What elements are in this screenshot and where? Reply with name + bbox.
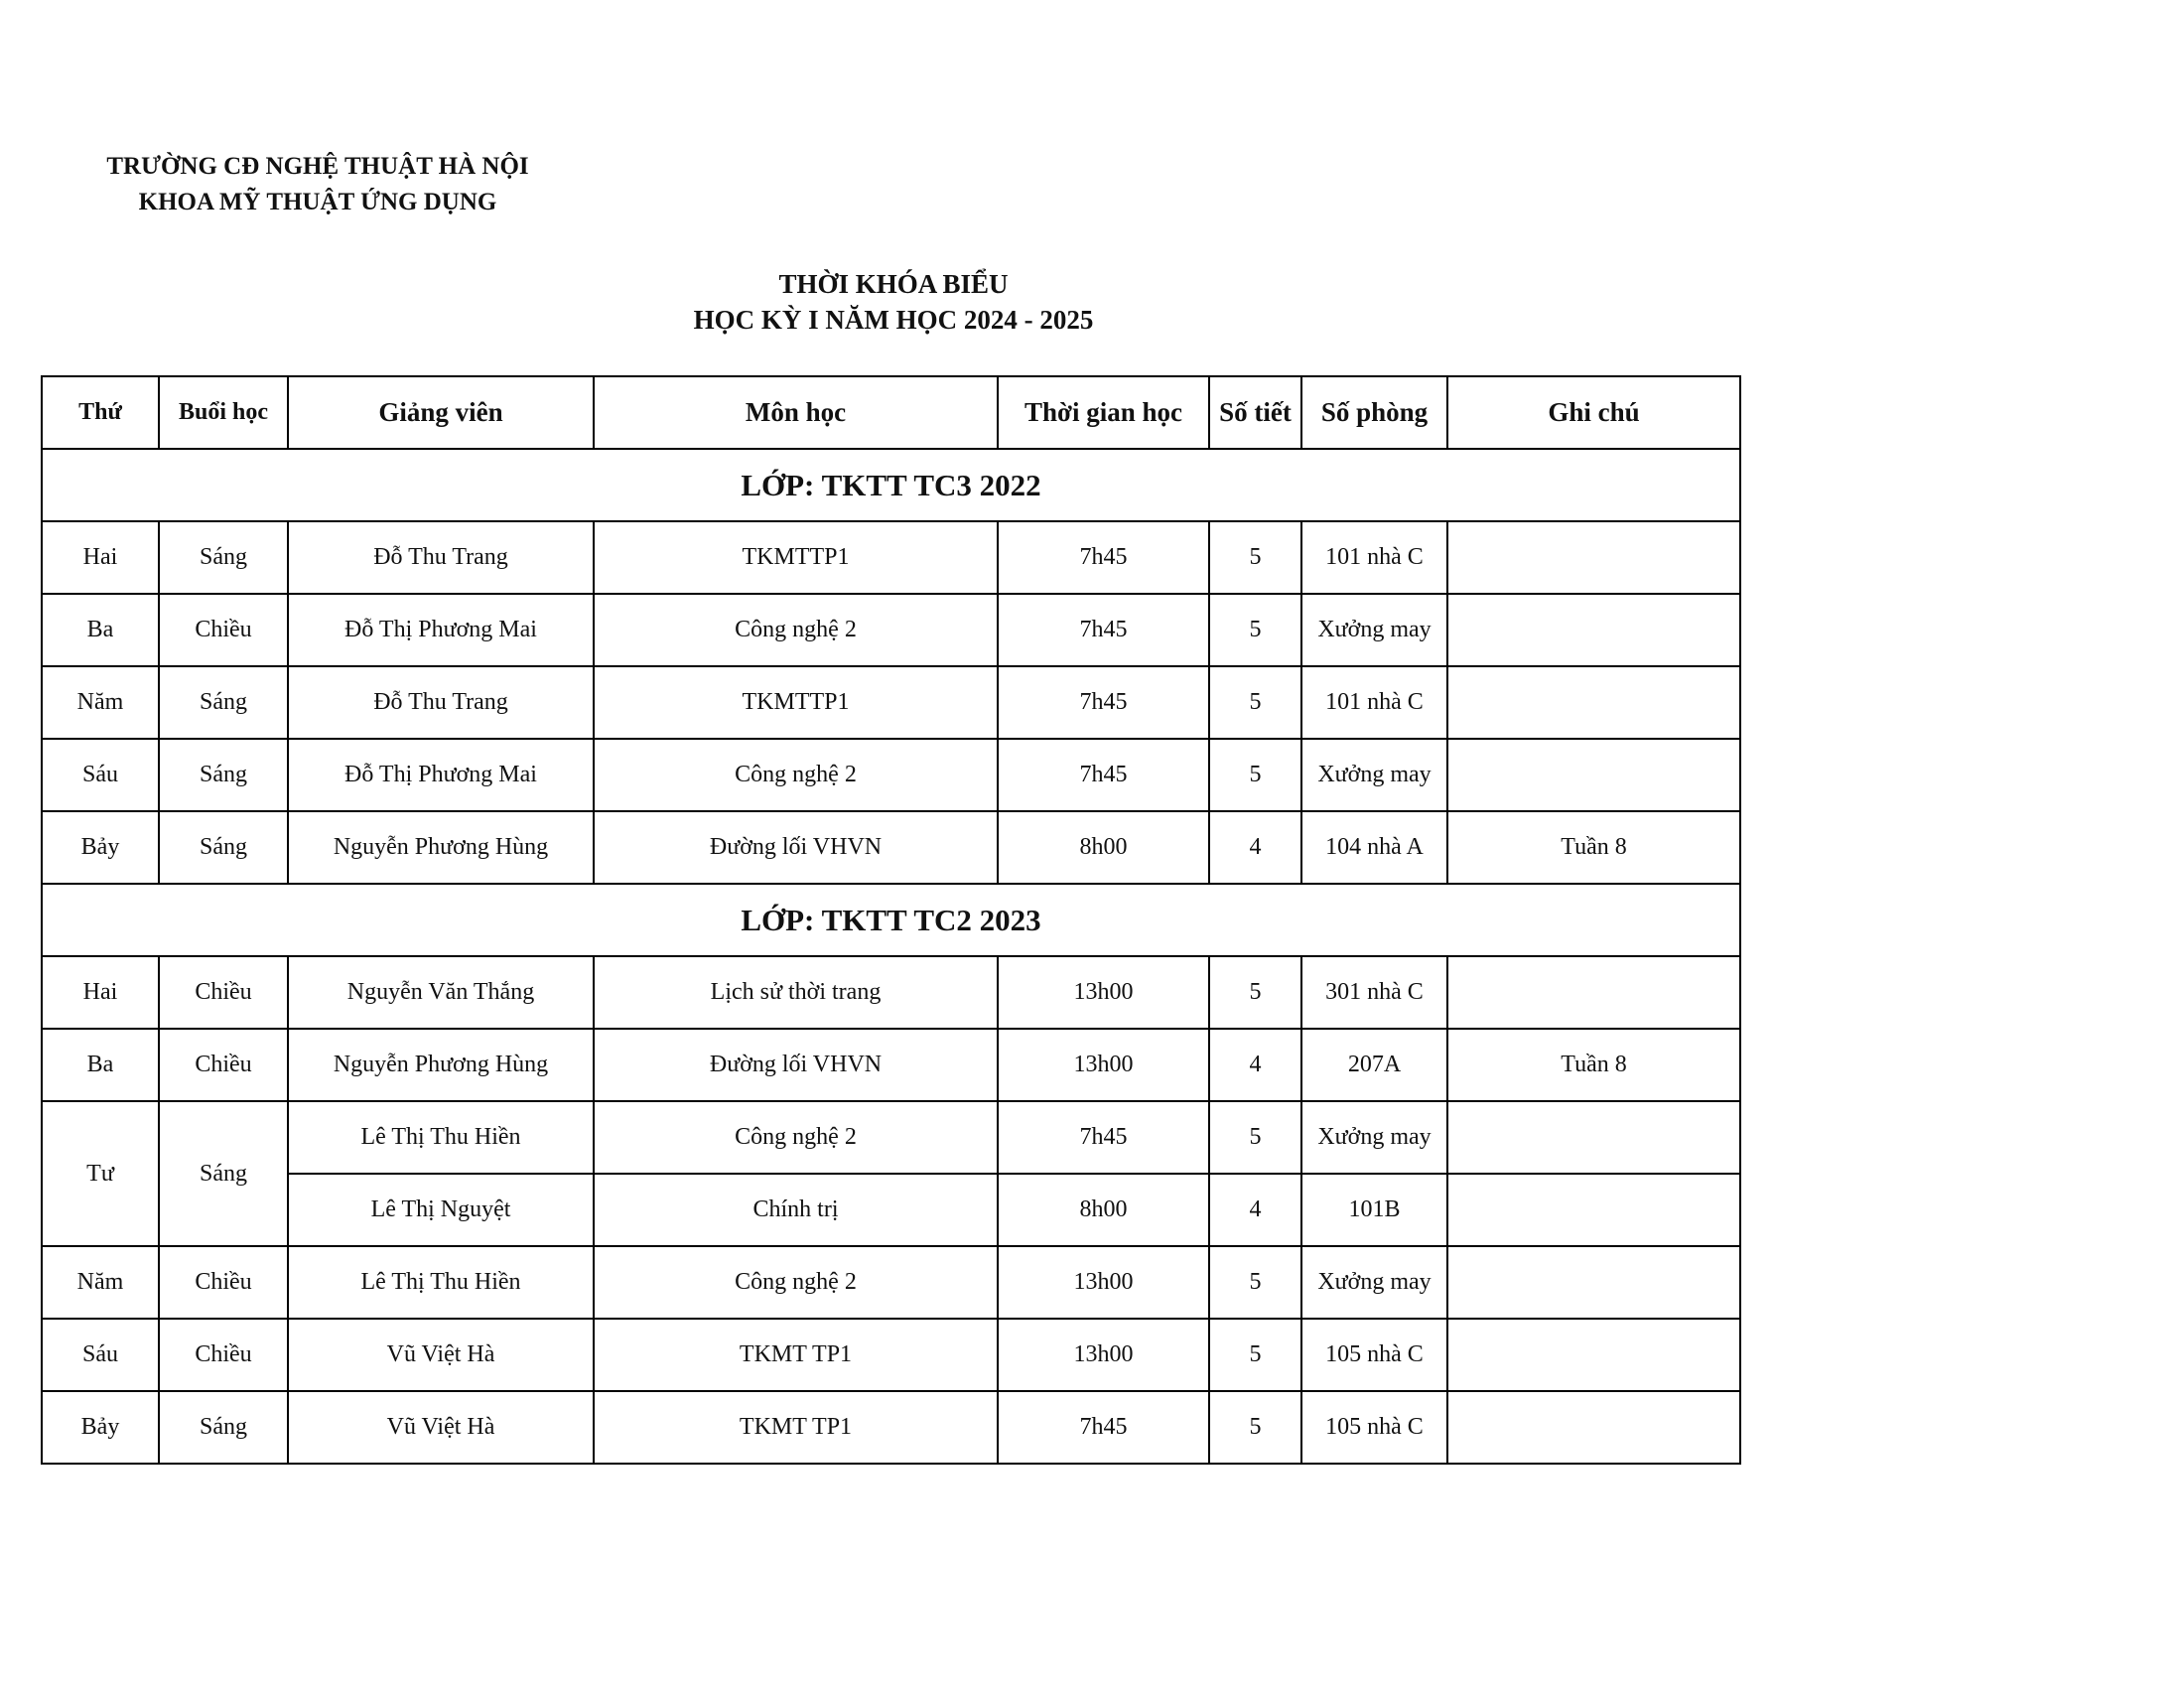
- cell-subject: Chính trị: [594, 1174, 998, 1246]
- cell-time: 7h45: [998, 1101, 1209, 1174]
- cell-note: [1447, 594, 1740, 666]
- cell-periods: 4: [1209, 1029, 1301, 1101]
- cell-session: Sáng: [159, 1101, 288, 1246]
- cell-session: Chiều: [159, 956, 288, 1029]
- cell-day: Bảy: [42, 1391, 159, 1464]
- column-header: Giảng viên: [288, 376, 594, 449]
- cell-session: Chiều: [159, 1029, 288, 1101]
- column-header: Số phòng: [1301, 376, 1447, 449]
- cell-room: 105 nhà C: [1301, 1319, 1447, 1391]
- cell-subject: Đường lối VHVN: [594, 1029, 998, 1101]
- faculty-name: KHOA MỸ THUẬT ỨNG DỤNG: [138, 189, 497, 215]
- table-header-row: [42, 376, 1740, 449]
- school-header: [60, 149, 576, 220]
- cell-periods: 5: [1209, 1319, 1301, 1391]
- section-row: [42, 449, 1740, 521]
- cell-note: [1447, 1101, 1740, 1174]
- class-label: LỚP: TKTT TC3 2022: [42, 449, 1740, 521]
- cell-day: Năm: [42, 666, 159, 739]
- cell-teacher: Vũ Việt Hà: [288, 1391, 594, 1464]
- title-line2: HỌC KỲ I NĂM HỌC 2024 - 2025: [693, 305, 1094, 335]
- cell-time: 13h00: [998, 1319, 1209, 1391]
- cell-day: Hai: [42, 521, 159, 594]
- cell-periods: 5: [1209, 1246, 1301, 1319]
- cell-time: 7h45: [998, 739, 1209, 811]
- cell-room: Xưởng may: [1301, 1101, 1447, 1174]
- cell-session: Sáng: [159, 1391, 288, 1464]
- cell-teacher: Lê Thị Thu Hiền: [288, 1101, 594, 1174]
- cell-periods: 5: [1209, 594, 1301, 666]
- cell-day: Sáu: [42, 739, 159, 811]
- table-row: [42, 521, 1740, 594]
- column-header: Buổi học: [159, 376, 288, 449]
- timetable: [41, 375, 1741, 1465]
- cell-session: Chiều: [159, 1319, 288, 1391]
- cell-teacher: Nguyễn Phương Hùng: [288, 811, 594, 884]
- cell-periods: 5: [1209, 666, 1301, 739]
- cell-session: Sáng: [159, 666, 288, 739]
- cell-time: 8h00: [998, 811, 1209, 884]
- cell-day: Bảy: [42, 811, 159, 884]
- cell-note: [1447, 1246, 1740, 1319]
- column-header: Thời gian học: [998, 376, 1209, 449]
- cell-room: 101 nhà C: [1301, 521, 1447, 594]
- cell-note: [1447, 956, 1740, 1029]
- cell-time: 7h45: [998, 666, 1209, 739]
- cell-session: Chiều: [159, 594, 288, 666]
- cell-periods: 4: [1209, 811, 1301, 884]
- cell-teacher: Vũ Việt Hà: [288, 1319, 594, 1391]
- table-row: [42, 811, 1740, 884]
- cell-room: Xưởng may: [1301, 594, 1447, 666]
- cell-subject: Đường lối VHVN: [594, 811, 998, 884]
- cell-periods: 5: [1209, 956, 1301, 1029]
- table-row: [42, 956, 1740, 1029]
- cell-day: Sáu: [42, 1319, 159, 1391]
- table-row: [42, 594, 1740, 666]
- cell-time: 8h00: [998, 1174, 1209, 1246]
- cell-room: 105 nhà C: [1301, 1391, 1447, 1464]
- table-row: [42, 1391, 1740, 1464]
- cell-note: [1447, 1391, 1740, 1464]
- cell-teacher: Nguyễn Phương Hùng: [288, 1029, 594, 1101]
- cell-room: 207A: [1301, 1029, 1447, 1101]
- cell-note: Tuần 8: [1447, 1029, 1740, 1101]
- cell-periods: 4: [1209, 1174, 1301, 1246]
- column-header: Môn học: [594, 376, 998, 449]
- cell-subject: Công nghệ 2: [594, 1101, 998, 1174]
- table-row: [42, 1319, 1740, 1391]
- cell-time: 7h45: [998, 594, 1209, 666]
- table-row: [42, 1246, 1740, 1319]
- column-header: Số tiết: [1209, 376, 1301, 449]
- cell-subject: TKMT TP1: [594, 1391, 998, 1464]
- title-line1: THỜI KHÓA BIỂU: [778, 269, 1009, 299]
- cell-time: 13h00: [998, 1029, 1209, 1101]
- cell-subject: Công nghệ 2: [594, 1246, 998, 1319]
- cell-session: Sáng: [159, 811, 288, 884]
- cell-room: Xưởng may: [1301, 1246, 1447, 1319]
- class-label: LỚP: TKTT TC2 2023: [42, 884, 1740, 956]
- cell-subject: TKMT TP1: [594, 1319, 998, 1391]
- cell-day: Hai: [42, 956, 159, 1029]
- cell-note: [1447, 1174, 1740, 1246]
- cell-time: 7h45: [998, 521, 1209, 594]
- cell-time: 13h00: [998, 956, 1209, 1029]
- cell-day: Ba: [42, 1029, 159, 1101]
- cell-note: [1447, 1319, 1740, 1391]
- school-name: TRƯỜNG CĐ NGHỆ THUẬT HÀ NỘI: [106, 153, 529, 180]
- cell-periods: 5: [1209, 521, 1301, 594]
- cell-room: 101 nhà C: [1301, 666, 1447, 739]
- table-row: [42, 739, 1740, 811]
- cell-teacher: Đỗ Thu Trang: [288, 521, 594, 594]
- cell-teacher: Nguyễn Văn Thắng: [288, 956, 594, 1029]
- table-row: [42, 1174, 1740, 1246]
- cell-teacher: Đỗ Thị Phương Mai: [288, 739, 594, 811]
- cell-session: Chiều: [159, 1246, 288, 1319]
- cell-subject: Công nghệ 2: [594, 739, 998, 811]
- cell-teacher: Lê Thị Thu Hiền: [288, 1246, 594, 1319]
- cell-time: 7h45: [998, 1391, 1209, 1464]
- cell-periods: 5: [1209, 739, 1301, 811]
- cell-teacher: Đỗ Thu Trang: [288, 666, 594, 739]
- table-row: [42, 1101, 1740, 1174]
- cell-teacher: Đỗ Thị Phương Mai: [288, 594, 594, 666]
- table-row: [42, 1029, 1740, 1101]
- section-row: [42, 884, 1740, 956]
- column-header: Ghi chú: [1447, 376, 1740, 449]
- cell-periods: 5: [1209, 1101, 1301, 1174]
- document-title: [596, 266, 1191, 338]
- cell-session: Sáng: [159, 521, 288, 594]
- column-header: Thứ: [42, 376, 159, 449]
- cell-note: [1447, 521, 1740, 594]
- cell-room: 104 nhà A: [1301, 811, 1447, 884]
- cell-note: Tuần 8: [1447, 811, 1740, 884]
- cell-note: [1447, 666, 1740, 739]
- cell-teacher: Lê Thị Nguyệt: [288, 1174, 594, 1246]
- cell-time: 13h00: [998, 1246, 1209, 1319]
- cell-subject: Công nghệ 2: [594, 594, 998, 666]
- cell-room: 301 nhà C: [1301, 956, 1447, 1029]
- cell-room: Xưởng may: [1301, 739, 1447, 811]
- cell-day: Ba: [42, 594, 159, 666]
- cell-note: [1447, 739, 1740, 811]
- cell-day: Năm: [42, 1246, 159, 1319]
- cell-subject: TKMTTP1: [594, 666, 998, 739]
- cell-subject: Lịch sử thời trang: [594, 956, 998, 1029]
- cell-session: Sáng: [159, 739, 288, 811]
- cell-periods: 5: [1209, 1391, 1301, 1464]
- cell-room: 101B: [1301, 1174, 1447, 1246]
- cell-subject: TKMTTP1: [594, 521, 998, 594]
- cell-day: Tư: [42, 1101, 159, 1246]
- table-row: [42, 666, 1740, 739]
